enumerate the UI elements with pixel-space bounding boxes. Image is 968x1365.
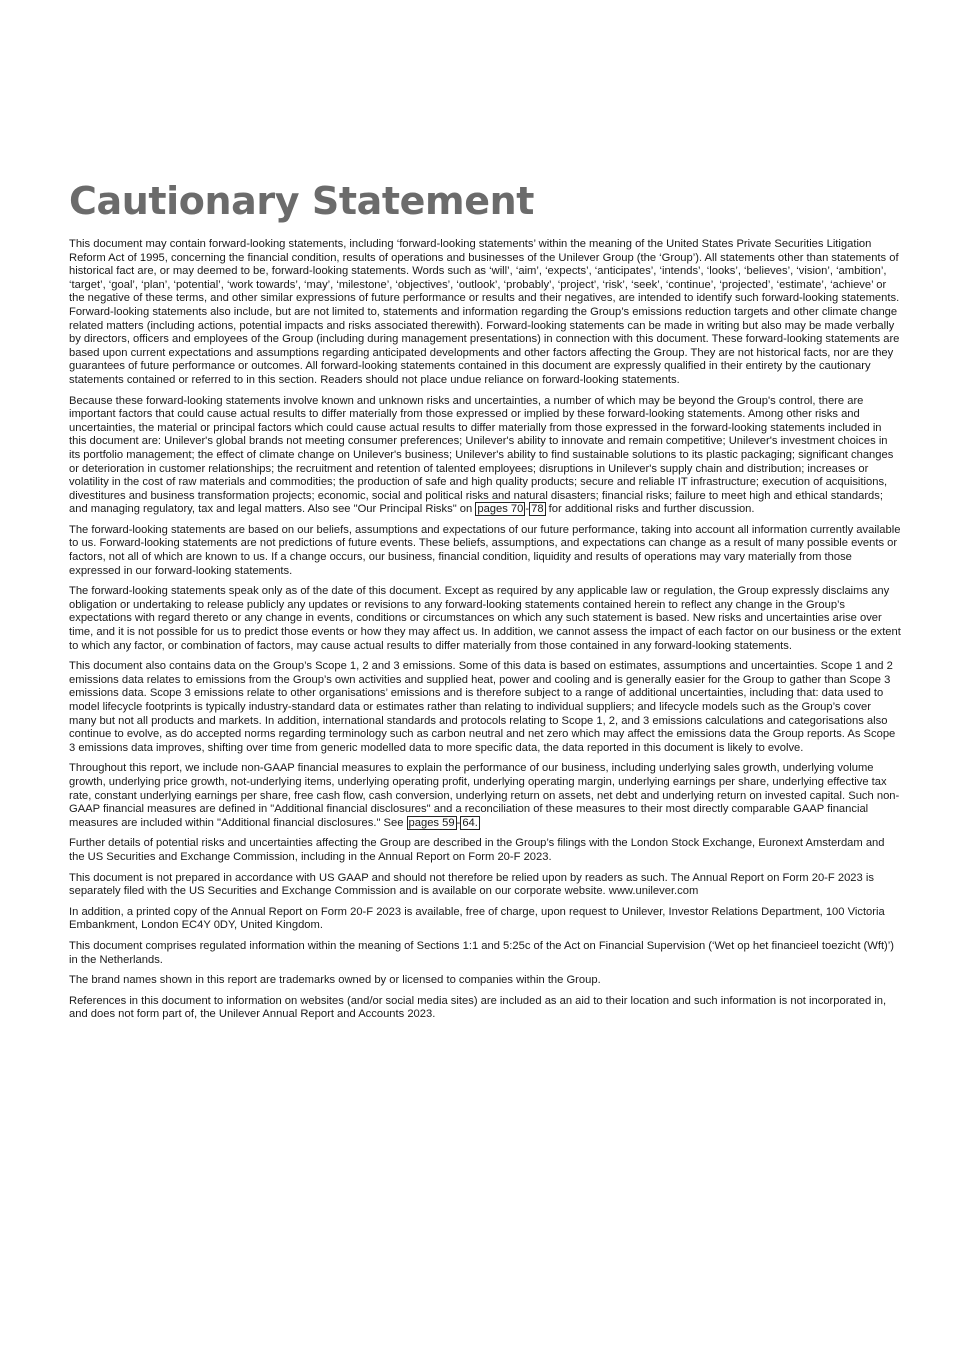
paragraph-us-gaap: This document is not prepared in accordance with US GAAP and should not therefore be relied upon by readers as such. The Annual Report on Form 20-F 2023 is separately filed with the US Securities and Exchange Commission and is available on our corporate website. www.unilever.com — [69, 871, 874, 898]
page-link-78[interactable]: 78 — [531, 503, 544, 516]
page-range-separator: - — [525, 503, 530, 516]
cautionary-statement-page — [69, 178, 901, 1029]
paragraph-printed-copy: In addition, a printed copy of the Annual Report on Form 20-F 2023 is available, free of charge, upon request to Unilever, Investor Relations Department, 100 Victoria Embankment, London EC4Y 0DY, United Kingdom. — [69, 905, 885, 932]
paragraph-risks-text: Because these forward-looking statements involve known and unknown risks and uncertainties, a number of which may be beyond the Group's control, there are important factors that could cause actual results to differ materially from those expressed or implied by these forward-looking statements. Among other risks and uncertainties, the material or principal factors which could cause actual results to differ materially from those expressed in the forward-looking statements included in this document are: Unilever's global brands not meeting consumer preferences; Unilever's ability to innovate and remain competitive; Unilever's investment choices in its portfolio management; the effect of climate change on Unilever's business; Unilever's ability to find sustainable solutions to its plastic packaging; significant changes or deterioration in customer relationships; the recruitment and retention of talented employees; disruptions in Unilever's supply chain and distribution; increases or volatility in the cost of raw materials and commodities; the production of safe and high quality products; secure and reliable IT infrastructure; execution of acquisitions, divestitures and business transformation projects; economic, social and political risks and natural disasters; financial risks; failure to meet high and ethical standards; and managing regulatory, tax and legal matters. Also see "Our Principal Risks" on — [69, 394, 894, 516]
paragraph-trademarks: The brand names shown in this report are trademarks owned by or licensed to companies within the Group. — [69, 974, 601, 987]
paragraph-date-of-document: The forward-looking statements speak only as of the date of this document. Except as required by any applicable law or regulation, the Group expressly disclaims any obligation or undertaking to release publicly any updates or revisions to any forward-looking statements contained herein to reflect any change in the Group’s expectations with regard thereto or any change in events, conditions or circumstances on which any such statement is based. New risks and uncertainties arise over time, and it is not possible for us to predict those events or how they may affect us. In addition, we cannot assess the impact of each factor on our business or the extent to which any factor, or combination of factors, may cause actual results to differ materially from those contained in any forward-looking statements. — [69, 585, 901, 652]
paragraph-emissions: This document also contains data on the Group’s Scope 1, 2 and 3 emissions. Some of this data is based on estimates, assumptions and uncertainties. Scope 1 and 2 emissions data relates to emissions from the Group’s own activities and supplied heat, power and cooling and is generally easier for the Group to gather than Scope 3 emissions data. Scope 3 emissions relate to other organisations’ emissions and is therefore subject to a range of additional uncertainties, including that: data used to model lifecycle footprints is typically industry-standard data or estimates rather than relating to individual suppliers; and lifecycle models such as the Group’s cover many but not all products and markets. In addition, international standards and protocols relating to Scope 1, 2, and 3 emissions calculations and categorisations also continue to evolve, as do accepted norms regarding terminology such as carbon neutral and net zero which may affect the emissions data the Group reports. As Scope 3 emissions data improves, shifting over time from generic modelled data to more specific data, the data reported in this document is likely to evolve. — [69, 660, 896, 754]
page-link-70[interactable]: pages 70 — [477, 503, 524, 516]
paragraph-filings: Further details of potential risks and uncertainties affecting the Group are described in the Group’s filings with the London Stock Exchange, Euronext Amsterdam and the US Securities and Exchange Commission, including in the Annual Report on Form 20-F 2023. — [69, 837, 885, 863]
paragraph-beliefs: The forward-looking statements are based on our beliefs, assumptions and expectations of our future performance, taking into account all information currently available to us. Forward-looking statements are not predictions of future events. These beliefs, assumptions, and expectations can change as a result of many possible events or factors, not all of which are known to us. If a change occurs, our business, financial condition, liquidity and results of operations may vary materially from those expressed in our forward-looking statements. — [69, 523, 901, 577]
paragraph-forward-looking: This document may contain forward-looking statements, including ‘forward-looking statements’ within the meaning of the United States Private Securities Litigation Reform Act of 1995, concerning the financial condition, results of operations and businesses of the Unilever Group (the ‘Group’). All statements other than statements of historical fact are, or may deemed to be, forward-looking statements. Words such as ‘will’, ‘aim’, ‘expects’, ‘anticipates’, ‘intends’, ‘looks’, ‘believes’, ‘vision’, ‘ambition’, ‘target’, ‘goal’, ‘plan’, ‘potential’, ‘work towards’, ‘may’, ‘milestone’, ‘objectives’, ‘outlook’, ‘probably’, ‘project’, ‘risk’, ‘seek’, ‘continue’, ‘projected’, ‘estimate’, ‘achieve’ or the negative of these terms, and other similar expressions of future performance or results and their negatives, are intended to identify such forward-looking statements. Forward-looking statements also include, but are not limited to, statements and information regarding the Group’s emissions reduction targets and other climate change related matters (including actions, potential impacts and risks associated therewith). Forward-looking statements can be made in writing but also may be made verbally by directors, officers and employees of the Group (including during management presentations) in connection with this document. These forward-looking statements are based upon current expectations and assumptions regarding anticipated developments and other factors affecting the Group. They are not historical facts, nor are they guarantees of future performance or outcomes. All forward-looking statements contained in this document are expressly qualified in their entirety by the cautionary statements contained or referred to in this section. Readers should not place undue reliance on forward-looking statements. — [69, 238, 900, 386]
paragraph-non-gaap-text: Throughout this report, we include non-GAAP financial measures to explain the performance of our business, including underlying sales growth, underlying volume growth, underlying price growth, not-underlying items, underlying operating profit, underlying operating margin, underlying earnings per share, underlying effective tax rate, constant underlying earnings per share, free cash flow, cash conversion, underlying return on assets, net debt and underlying return on invested capital. Such non-GAAP financial measures are defined in "Additional financial disclosures" and a reconciliation of these measures to their most directly comparable GAAP financial measures are included within "Additional financial disclosures." See — [69, 762, 900, 829]
paragraph-risks — [69, 395, 901, 517]
paragraph-websites: References in this document to information on websites (and/or social media sites) are included as an aid to their location and such information is not incorporated in, and does not form part of, the Unilever Annual Report and Accounts 2023. — [69, 994, 887, 1021]
paragraph-regulated-information: This document comprises regulated information within the meaning of Sections 1:1 and 5:25c of the Act on Financial Supervision (‘Wet op het financieel toezicht (Wft)’) in the Netherlands. — [69, 939, 894, 966]
page-title: Cautionary Statement — [69, 179, 535, 223]
paragraph-risks-tail: for additional risks and further discussion. — [545, 503, 755, 516]
paragraph-non-gaap — [69, 762, 901, 830]
page-link-64[interactable]: 64. — [462, 816, 478, 829]
page-range-separator: - — [456, 816, 461, 829]
page-link-59[interactable]: pages 59 — [408, 816, 455, 829]
